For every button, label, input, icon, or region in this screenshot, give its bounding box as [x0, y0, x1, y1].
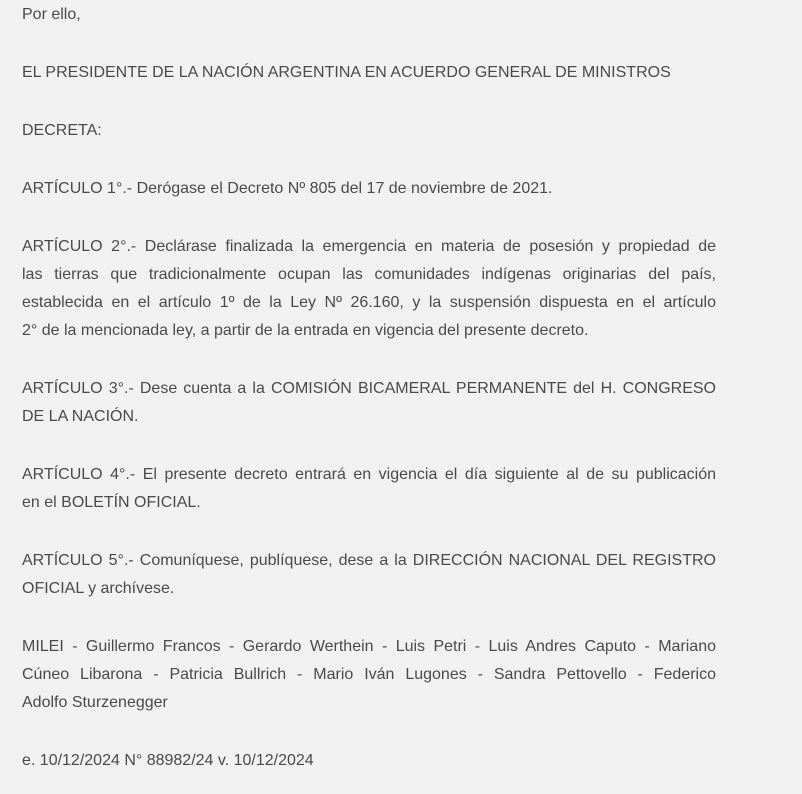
signatures-line-2: Cúneo Libarona - Patricia Bullrich - Mario Iván Lugones - Sandra Pettovello - Federico: [22, 666, 716, 683]
article-2-line-1: ARTÍCULO 2°.- Declárase finalizada la emergencia en materia de posesión y propiedad de: [22, 238, 716, 255]
article-2-line-3: establecida en el artículo 1º de la Ley Nº 26.160, y la suspensión dispuesta en el artículo: [22, 294, 716, 311]
signatures-line-1: MILEI - Guillermo Francos - Gerardo Werthein - Luis Petri - Luis Andres Caputo - Mariano: [22, 638, 716, 655]
article-2: [22, 233, 716, 345]
intro-text: Por ello,: [22, 6, 81, 23]
publication-reference: e. 10/12/2024 N° 88982/24 v. 10/12/2024: [22, 752, 314, 769]
article-1: [22, 175, 716, 203]
article-2-line-4: 2° de la mencionada ley, a partir de la entrada en vigencia del presente decreto.: [22, 322, 589, 339]
decreta-heading: DECRETA:: [22, 122, 102, 139]
article-4: [22, 461, 716, 517]
article-5-line-1: ARTÍCULO 5°.- Comuníquese, publíquese, dese a la DIRECCIÓN NACIONAL DEL REGISTRO: [22, 552, 716, 569]
article-1-line-1: ARTÍCULO 1°.- Derógase el Decreto Nº 805 del 17 de noviembre de 2021.: [22, 180, 553, 197]
signatures: [22, 633, 716, 717]
article-3: [22, 375, 716, 431]
article-2-line-2: las tierras que tradicionalmente ocupan las comunidades indígenas originarias del país,: [22, 266, 716, 283]
article-3-line-2: DE LA NACIÓN.: [22, 408, 139, 425]
article-5-line-2: OFICIAL y archívese.: [22, 580, 175, 597]
article-4-line-1: ARTÍCULO 4°.- El presente decreto entrará en vigencia el día siguiente al de su publicación: [22, 466, 716, 483]
article-4-line-2: en el BOLETÍN OFICIAL.: [22, 494, 201, 511]
signatures-line-3: Adolfo Sturzenegger: [22, 694, 168, 711]
authority-heading: EL PRESIDENTE DE LA NACIÓN ARGENTINA EN ACUERDO GENERAL DE MINISTROS: [22, 64, 671, 81]
article-5: [22, 547, 716, 603]
article-3-line-1: ARTÍCULO 3°.- Dese cuenta a la COMISIÓN BICAMERAL PERMANENTE del H. CONGRESO: [22, 380, 716, 397]
